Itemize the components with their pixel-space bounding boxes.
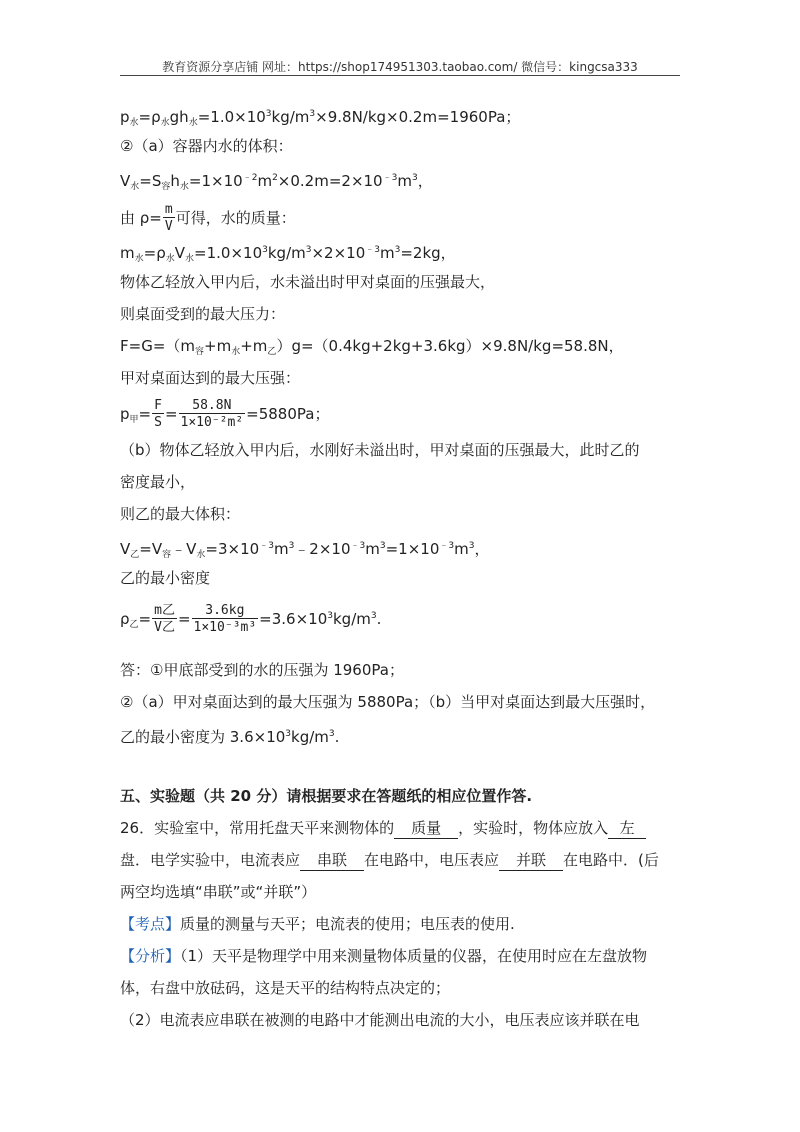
fenxi-tag: 【分析】 [120,947,181,965]
kaodian-tag: 【考点】 [120,915,181,933]
answer-blank: 并联 [499,850,563,871]
text-line: （2）电流表应串联在被测的电路中才能测出电流的大小，电压表应该并联在电 [120,1011,640,1029]
answer-line: 答：①甲底部受到的水的压强为 1960Pa； [120,661,404,679]
page-header: 教育资源分享店铺 网址：https://shop174951303.taobao.com/ 微信号：kingcsa333 [162,60,638,74]
text-line: 密度最小， [120,473,196,491]
fraction: $\frac{58.8N}{\text{1×10⁻²m²}}$ [180,398,244,430]
section-heading: 五、实验题（共 20 分）请根据要求在答题纸的相应位置作答. [120,787,533,805]
fraction: $\frac{3.6kg}{\text{1×10⁻³m³}}$ [193,603,257,635]
text-line: （b）物体乙轻放入甲内后，水刚好未溢出时，甲对桌面的压强最大，此时乙的 [120,441,640,459]
question-26: 两空均选填“串联”或“并联”） [120,883,317,901]
text-line: 物体乙轻放入甲内后，水未溢出时甲对桌面的压强最大， [120,273,496,291]
answer-line: 乙的最小密度为 $3.6\times 10^3kg/m^3$. [120,728,340,746]
eq-water-volume: $V_水=S_容h_水=1\times 10^{﹣2}m^2\times 0.2m=2\times 10^{﹣3}m^3$， [120,172,433,192]
answer-blank: 质量 [394,818,458,839]
eq-density-formula: 由 ρ= $\frac{m}{V}$ 可得，水的质量： [120,202,296,234]
eq-water-mass: $m_水=\rho_水V_水=1.0\times 10^3kg/m^3\times 2\times 10^{﹣3}m^3=2kg$， [120,244,456,264]
text-line: 甲对桌面达到的最大压强： [120,369,301,387]
fraction: $\frac{F}{S}$ [154,398,162,430]
fraction: $\frac{m}{V}$ [164,202,173,234]
answer-blank: 左 [608,818,646,839]
fraction: $\frac{\text{m乙}}{\text{V乙}}$ [154,603,175,635]
text-line: 体，右盘中放砝码，这是天平的结构特点决定的； [120,979,451,997]
header-divider [120,75,680,76]
kaodian-line: 【考点】质量的测量与天平；电流表的使用；电压表的使用. [120,915,515,933]
text-line: 乙的最小密度 [120,569,211,587]
eq-max-force: $F=G=(m_容+m_水+m_乙)g=(0.4kg+2kg+3.6kg)\times 9.8N/kg=58.8N$， [120,337,624,357]
answer-blank: 串联 [300,850,364,871]
answer-line: ②（a）甲对桌面达到的最大压强为 5880Pa；（b）当甲对桌面达到最大压强时， [120,693,656,711]
question-26: 盘．电学实验中，电流表应 串联 在电路中，电压表应 并联 在电路中．(后 [120,851,659,869]
eq-max-pressure: $p_甲=$ $\frac{F}{S}$ = $\frac{58.8N}{\text{1×10⁻²m²}}$ =5880Pa； [120,398,330,430]
fenxi-line: 【分析】（1）天平是物理学中用来测量物体质量的仪器，在使用时应在左盘放物 [120,947,648,965]
eq-water-pressure: $p_水=\rho_水gh_水=1.0\times 10^3kg/m^3\times 9.8N/kg\times 0.2m=1960Pa$； [120,108,521,128]
text-line: 则桌面受到的最大压力： [120,305,286,323]
eq-max-volume: $V_乙=V_容﹣V_水=3\times 10^{﹣3}m^3﹣2\times 10^{﹣3}m^3=1\times 10^{﹣3}m^3$， [120,540,490,560]
text-line: ②（a）容器内水的体积： [120,137,293,155]
eq-min-density: $\rho_乙=$ $\frac{\text{m乙}}{\text{V乙}}$ = $\frac{3.6kg}{\text{1×10⁻³m³}}$ $=3.6\times 10^3kg/m^3$. [120,603,382,635]
text-line: 则乙的最大体积： [120,505,241,523]
question-26: 26．实验室中，常用托盘天平来测物体的 质量 ，实验时，物体应放入 左 [120,818,646,839]
